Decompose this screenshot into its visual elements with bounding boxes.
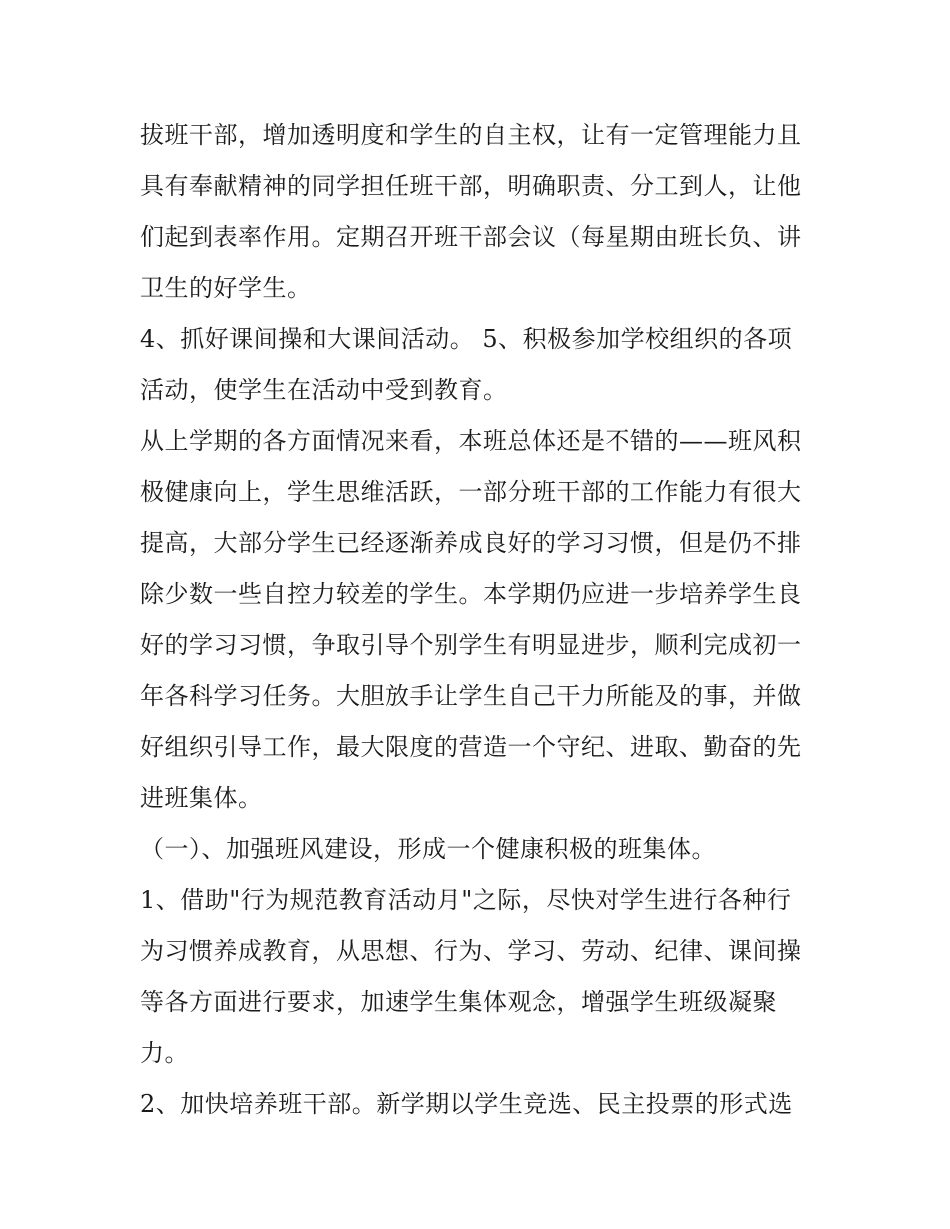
document-body — [140, 110, 820, 1130]
text-line: 为习惯养成教育，从思想、行为、学习、劳动、纪律、课间操 — [140, 937, 802, 965]
text-line: 好的学习习惯，争取引导个别学生有明显进步，顺利完成初一 — [140, 631, 802, 659]
text-line: 拔班干部，增加透明度和学生的自主权，让有一定管理能力且 — [140, 121, 802, 149]
text-line: 力。 — [140, 1039, 189, 1067]
text-line: 进班集体。 — [140, 784, 263, 812]
text-line: 活动，使学生在活动中受到教育。 — [140, 376, 508, 404]
text-line: 提高，大部分学生已经逐渐养成良好的学习习惯，但是仍不排 — [140, 529, 802, 557]
text-line: 除少数一些自控力较差的学生。本学期仍应进一步培养学生良 — [140, 580, 802, 608]
text-line: 好组织引导工作，最大限度的营造一个守纪、进取、勤奋的先 — [140, 733, 802, 761]
text-line: 1、借助"行为规范教育活动月"之际，尽快对学生进行各种行 — [140, 886, 792, 914]
text-line: 从上学期的各方面情况来看，本班总体还是不错的——班风积 — [140, 427, 802, 455]
text-line: 极健康向上，学生思维活跃，一部分班干部的工作能力有很大 — [140, 478, 802, 506]
text-line: 4、抓好课间操和大课间活动。 5、积极参加学校组织的各项 — [140, 325, 793, 353]
text-line: （一）、加强班风建设，形成一个健康积极的班集体。 — [140, 835, 716, 863]
text-line: 具有奉献精神的同学担任班干部，明确职责、分工到人，让他 — [140, 172, 802, 200]
text-line: 卫生的好学生。 — [140, 274, 312, 302]
text-line: 们起到表率作用。定期召开班干部会议（每星期由班长负、讲 — [140, 223, 802, 251]
text-line: 2、加快培养班干部。新学期以学生竞选、民主投票的形式选 — [140, 1090, 793, 1118]
text-line: 等各方面进行要求，加速学生集体观念，增强学生班级凝聚 — [140, 988, 777, 1016]
text-line: 年各科学习任务。大胆放手让学生自己干力所能及的事，并做 — [140, 682, 802, 710]
